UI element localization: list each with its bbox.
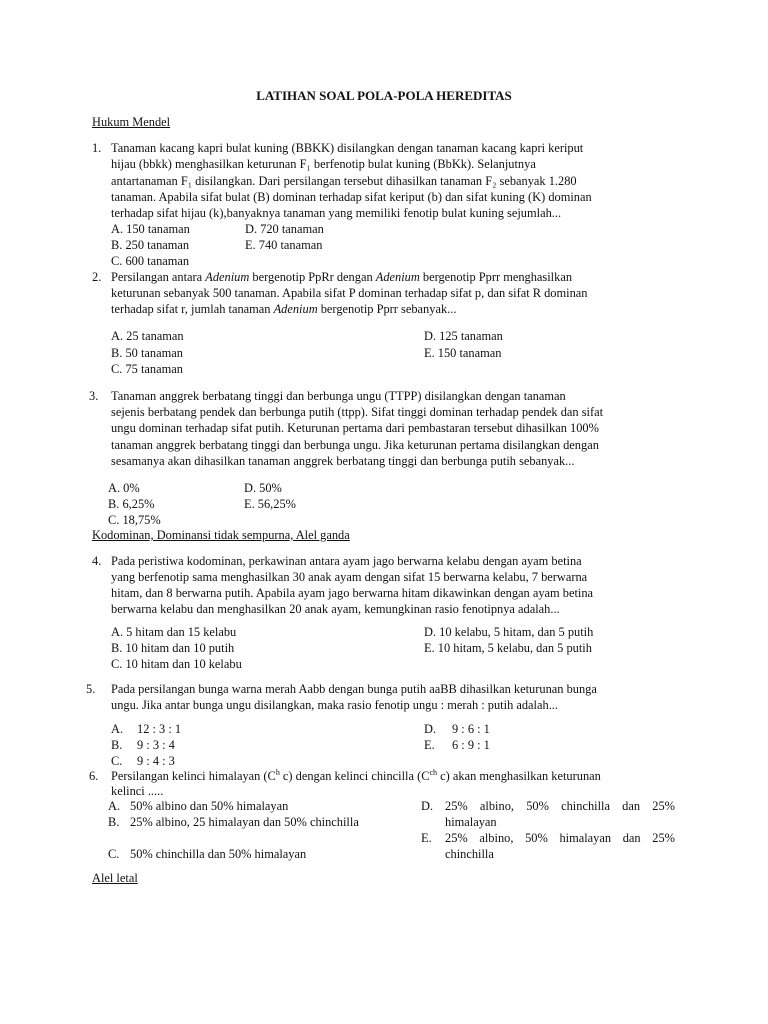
- option-b[interactable]: B. 10 hitam dan 10 putih: [111, 641, 235, 655]
- option-d[interactable]: D. 720 tanaman: [245, 222, 324, 236]
- question-text: Persilangan kelinci himalayan (C: [111, 769, 276, 783]
- option-letter: B.: [111, 738, 123, 752]
- option-letter: E.: [424, 738, 435, 752]
- option-d[interactable]: [421, 798, 445, 814]
- option-text: 12 : 3 : 1: [137, 722, 182, 736]
- question-line: terhadap sifat hijau (k),banyaknya tanaman yang memiliki fenotip bulat kuning sejumlah...: [111, 206, 562, 220]
- question-line: ungu. Jika antar bunga ungu disilangkan, maka rasio fenotip ungu : merah : putih adalah...: [111, 698, 558, 712]
- option-d[interactable]: D. 125 tanaman: [424, 329, 503, 343]
- option-a[interactable]: [111, 721, 181, 737]
- question-number: 2.: [92, 270, 102, 284]
- question-number: 4.: [92, 554, 102, 568]
- option-text: 50% albino dan 50% himalayan: [130, 799, 289, 813]
- option-c[interactable]: [108, 846, 306, 862]
- question-line: hijau (bbkk) menghasilkan keturunan F₁ berfenotip bulat kuning (BbKk). Selanjutnya: [111, 157, 536, 171]
- allele-superscript: h: [275, 767, 280, 777]
- question-line: yang berfenotip sama menghasilkan 30 anak ayam dengan sifat 15 berwarna kelabu, 7 berwarna: [111, 570, 588, 584]
- question-line: ungu dominan terhadap sifat putih. Keturunan pertama dari pembastaran tersebut dihasilkan 100%: [111, 421, 599, 435]
- option-e[interactable]: E. 740 tanaman: [245, 238, 323, 252]
- option-letter: E.: [421, 831, 432, 845]
- question-line: keturunan sebanyak 500 tanaman. Apabila sifat P dominan terhadap sifat p, dan sifat R dominan: [111, 286, 588, 300]
- question-line: hitam, dan 8 berwarna putih. Apabila ayam jago berwarna hitam dikawinkan dengan ayam betina: [111, 586, 594, 600]
- option-d-text: 25% albino, 50% chinchilla dan 25% himalayan: [445, 799, 675, 829]
- question-line: tanaman. Apabila sifat bulat (B) dominan terhadap sifat keriput (b) dan sifat kuning (K) dominan: [111, 190, 592, 204]
- option-a[interactable]: A. 5 hitam dan 15 kelabu: [111, 625, 237, 639]
- option-e[interactable]: E. 10 hitam, 5 kelabu, dan 5 putih: [424, 641, 592, 655]
- option-b[interactable]: [111, 737, 175, 753]
- option-a[interactable]: [108, 798, 288, 814]
- option-c[interactable]: C. 18,75%: [108, 513, 161, 527]
- option-e[interactable]: E. 56,25%: [244, 497, 296, 511]
- option-letter: D.: [421, 799, 434, 813]
- question-line: Tanaman anggrek berbatang tinggi dan berbunga ungu (TTPP) disilangkan dengan tanaman: [111, 389, 566, 403]
- question-line: [111, 768, 674, 784]
- option-b[interactable]: [108, 814, 130, 830]
- question-text: c) akan menghasilkan keturunan: [437, 769, 601, 783]
- option-letter: C.: [108, 847, 120, 861]
- option-e[interactable]: [424, 737, 490, 753]
- option-letter: C.: [111, 754, 123, 768]
- option-text: 9 : 4 : 3: [137, 754, 175, 768]
- question-line: Pada persilangan bunga warna merah Aabb dengan bunga putih aaBB dihasilkan keturunan bunga: [111, 682, 597, 696]
- question-line: Persilangan antara Adenium bergenotip PpRr dengan Adenium bergenotip Pprr menghasilkan: [111, 270, 573, 284]
- question-line: sesamanya akan dihasilkan tanaman anggrek berbatang tinggi dan berbunga putih sebanyak...: [111, 454, 575, 468]
- option-e[interactable]: E. 150 tanaman: [424, 346, 502, 360]
- question-text: c) dengan kelinci chincilla (C: [279, 769, 430, 783]
- option-e-text: 25% albino, 50% himalayan dan 25% chinchilla: [445, 831, 675, 861]
- option-text: 6 : 9 : 1: [452, 738, 490, 752]
- option-letter: A.: [111, 722, 124, 736]
- question-number: 5.: [86, 682, 96, 696]
- question-line: sejenis berbatang pendek dan berbunga putih (ttpp). Sifat tinggi dominan terhadap pendek dan sifat: [111, 405, 604, 419]
- question-line: kelinci .....: [111, 784, 164, 798]
- option-c[interactable]: [111, 753, 175, 769]
- option-c[interactable]: C. 10 hitam dan 10 kelabu: [111, 657, 242, 671]
- option-b[interactable]: B. 6,25%: [108, 497, 155, 511]
- section-alel-letal: Alel letal: [92, 871, 138, 885]
- question-line: Tanaman kacang kapri bulat kuning (BBKK) disilangkan dengan tanaman kacang kapri keriput: [111, 141, 584, 155]
- option-c[interactable]: C. 75 tanaman: [111, 362, 183, 376]
- option-letter: D.: [424, 722, 437, 736]
- option-text: 9 : 6 : 1: [452, 722, 490, 736]
- option-d[interactable]: [424, 721, 490, 737]
- allele-superscript: ch: [429, 767, 438, 777]
- option-d[interactable]: D. 10 kelabu, 5 hitam, dan 5 putih: [424, 625, 594, 639]
- question-line: tanaman anggrek berbatang tinggi dan berbunga ungu. Jika keturunan pertama disilangkan dengan: [111, 438, 599, 452]
- option-b-text: 25% albino, 25 himalayan dan 50% chinchilla: [130, 815, 359, 829]
- question-line: Pada peristiwa kodominan, perkawinan antara ayam jago berwarna kelabu dengan ayam betina: [111, 554, 582, 568]
- page-title: LATIHAN SOAL POLA-POLA HEREDITAS: [256, 88, 512, 103]
- option-text: 50% chinchilla dan 50% himalayan: [130, 847, 307, 861]
- option-c[interactable]: C. 600 tanaman: [111, 254, 190, 268]
- option-b[interactable]: B. 50 tanaman: [111, 346, 183, 360]
- question-line: terhadap sifat r, jumlah tanaman Adenium bergenotip Pprr sebanyak...: [111, 302, 457, 316]
- question-line: berwarna kelabu dan menghasilkan 20 anak ayam, kemungkinan rasio fenotipnya adalah...: [111, 602, 560, 616]
- option-a[interactable]: A. 150 tanaman: [111, 222, 190, 236]
- option-letter: B.: [108, 815, 120, 829]
- question-line: antartanaman F₁ disilangkan. Dari persilangan tersebut dihasilkan tanaman F₂ sebanyak 1.280: [111, 174, 577, 188]
- question-number: 1.: [92, 141, 102, 155]
- option-b[interactable]: B. 250 tanaman: [111, 238, 190, 252]
- option-e[interactable]: [421, 830, 445, 846]
- question-number: 6.: [89, 769, 99, 783]
- section-hukum-mendel: Hukum Mendel: [92, 115, 171, 129]
- option-letter: A.: [108, 799, 121, 813]
- option-a[interactable]: A. 0%: [108, 481, 140, 495]
- question-number: 3.: [89, 389, 99, 403]
- option-text: 9 : 3 : 4: [137, 738, 175, 752]
- option-d[interactable]: D. 50%: [244, 481, 282, 495]
- section-kodominan: Kodominan, Dominansi tidak sempurna, Alel ganda: [92, 528, 350, 542]
- option-a[interactable]: A. 25 tanaman: [111, 329, 184, 343]
